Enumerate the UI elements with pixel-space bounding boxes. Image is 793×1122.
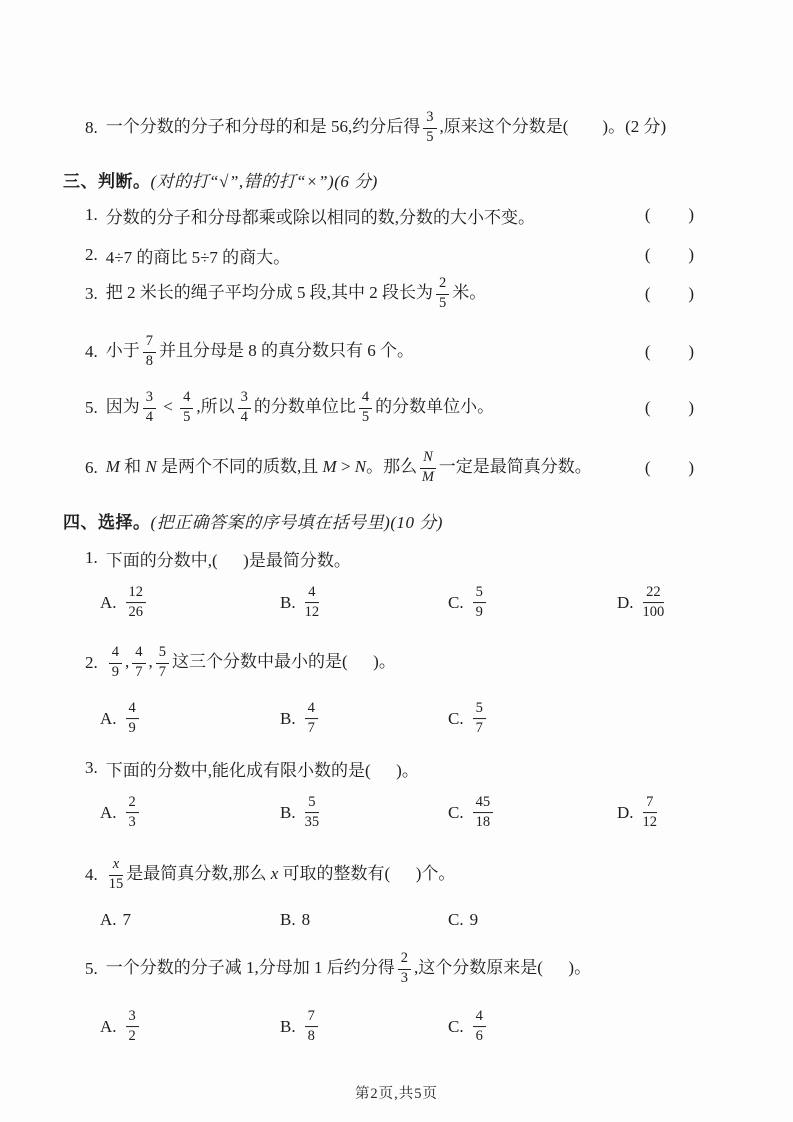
option-value [470, 701, 489, 737]
fraction: $\frac{2}{5}$ [436, 276, 449, 312]
judge-item-1 [85, 202, 733, 228]
fraction: $\frac{4}{7}$ [305, 701, 318, 737]
choice-question-1-options [63, 579, 733, 627]
question-text: 分数的分子和分母都乘或除以相同的数,分数的大小不变。 [105, 207, 535, 227]
choice-question-2-stem [85, 639, 733, 687]
judge-item-6 [85, 444, 733, 492]
option-a [100, 795, 142, 831]
option-b [280, 910, 310, 930]
fraction: $\frac{4}{9}$ [126, 701, 139, 737]
fraction: $\frac{22}{100}$ [642, 584, 665, 620]
question-number: 5. [85, 398, 98, 417]
question-text: M 和 N 是两个不同的质数,且 M > N。那么 $\frac{N}{M}$ 一定是最简真分数。 [105, 449, 592, 485]
fraction: $\frac{12}{26}$ [126, 585, 147, 621]
fraction: $\frac{5}{9}$ [473, 585, 486, 621]
option-b [280, 701, 321, 737]
option-label: A. [100, 1017, 117, 1036]
question-number: 2. [85, 653, 98, 672]
option-label: B. [280, 910, 296, 929]
answer-brackets: ( ) [644, 245, 695, 264]
option-c [448, 795, 496, 831]
option-value [640, 795, 661, 831]
fraction: $\frac{5}{7}$ [473, 701, 486, 737]
question-text: 小于 $\frac{7}{8}$ 并且分母是 8 的真分数只有 6 个。 [105, 333, 414, 369]
answer-brackets: ( ) [644, 342, 695, 361]
math-variable: M [105, 456, 120, 476]
question-number: 3. [85, 284, 98, 303]
answer-brackets: ( ) [644, 284, 695, 303]
judge-item-4 [85, 328, 733, 376]
fraction: $\frac{4}{5}$ [359, 390, 372, 426]
question-number: 8. [85, 118, 98, 137]
fraction: $\frac{4}{12}$ [304, 584, 320, 620]
option-value [302, 701, 321, 737]
option-b [280, 795, 322, 831]
question-text: $\frac{x}{15}$ 是最简真分数,那么 x 可取的整数有( )个。 [108, 856, 456, 892]
math-variable: M [322, 456, 337, 476]
option-label: B. [280, 593, 296, 612]
question-number: 4. [85, 865, 98, 884]
option-value [123, 701, 142, 737]
question-number: 3. [85, 758, 98, 777]
question-number: 2. [85, 245, 98, 264]
option-value [470, 1009, 489, 1045]
fraction: $\frac{x}{15}$ [108, 856, 124, 892]
option-value [302, 1009, 321, 1045]
option-a [100, 585, 149, 621]
judge-item-3 [85, 270, 733, 318]
choice-question-5-stem [85, 945, 733, 993]
fraction: $\frac{7}{8}$ [305, 1009, 318, 1045]
math-variable: x [270, 863, 279, 883]
option-d [617, 795, 660, 831]
section-title: 四、选择。 [63, 512, 151, 532]
choice-question-1-stem [85, 545, 733, 571]
fraction: $\frac{7}{12}$ [642, 794, 658, 830]
question-text: 下面的分数中,能化成有限小数的是( )。 [105, 760, 419, 780]
question-text: $\frac{4}{9}$ , $\frac{4}{7}$ , $\frac{5}{7}$ 这三个分数中最小的是( )。 [106, 645, 396, 681]
option-label: A. [100, 910, 117, 929]
choice-question-5-options [63, 1003, 733, 1051]
question-text: 下面的分数中,( )是最简分数。 [105, 550, 351, 570]
question-number: 1. [85, 548, 98, 567]
option-value [123, 795, 142, 831]
page-number: 第2页,共5页 [354, 1086, 439, 1102]
option-b [280, 1009, 321, 1045]
option-label: A. [100, 803, 117, 822]
option-b [280, 585, 322, 621]
question-number: 6. [85, 458, 98, 477]
option-label: C. [448, 803, 464, 822]
option-c [448, 1009, 489, 1045]
answer-brackets: ( ) [644, 205, 695, 224]
option-a [100, 910, 131, 930]
fraction: $\frac{4}{9}$ [109, 645, 122, 681]
option-value [123, 585, 150, 621]
question-number: 5. [85, 959, 98, 978]
choice-question-3-options [63, 789, 733, 837]
option-c [448, 701, 489, 737]
question-8 [85, 104, 733, 152]
option-label: A. [100, 709, 117, 728]
fraction: $\frac{2}{3}$ [398, 951, 411, 987]
fraction: $\frac{7}{8}$ [143, 334, 156, 370]
question-text: 把 2 米长的绳子平均分成 5 段,其中 2 段长为 $\frac{2}{5}$ 米。 [105, 275, 487, 311]
section-title-note: (把正确答案的序号填在括号里)(10 分) [150, 512, 443, 532]
option-label: C. [448, 593, 464, 612]
section-title-note: (对的打“√”,错的打“×”)(6 分) [150, 171, 378, 191]
option-label: C. [448, 910, 464, 929]
math-variable: N [145, 456, 157, 476]
option-value [470, 585, 489, 621]
fraction: $\frac{4}{7}$ [132, 645, 145, 681]
option-value [470, 795, 497, 831]
fraction: $\frac{4}{6}$ [473, 1009, 486, 1045]
option-label: A. [100, 593, 117, 612]
option-c [448, 910, 478, 930]
fraction: $\frac{5}{7}$ [156, 645, 169, 681]
option-label: C. [448, 1017, 464, 1036]
option-d [617, 585, 667, 621]
answer-brackets: ( ) [644, 458, 695, 477]
judge-item-5 [85, 384, 733, 432]
option-value [123, 1009, 142, 1045]
option-label: B. [280, 803, 296, 822]
section-choice-heading [63, 507, 733, 533]
option-label: B. [280, 709, 296, 728]
option-label: D. [617, 593, 634, 612]
option-label: D. [617, 803, 634, 822]
option-value [302, 585, 323, 621]
fraction: $\frac{N}{M}$ [421, 449, 434, 485]
question-text: 4÷7 的商比 5÷7 的商大。 [105, 247, 291, 267]
fraction: $\frac{5}{35}$ [304, 794, 320, 830]
option-value: 8 [301, 910, 311, 929]
fraction: $\frac{3}{5}$ [423, 110, 436, 146]
option-value [640, 585, 668, 621]
option-label: B. [280, 1017, 296, 1036]
question-text: 一个分数的分子减 1,分母加 1 后约分得 $\frac{2}{3}$ ,这个分数原来是( )。 [105, 950, 592, 986]
section-judge-heading [63, 166, 733, 192]
fraction: $\frac{3}{4}$ [238, 390, 251, 426]
option-label: C. [448, 709, 464, 728]
section-title: 三、判断。 [63, 171, 151, 191]
choice-question-4-stem [85, 851, 733, 899]
fraction: $\frac{4}{5}$ [180, 390, 193, 426]
question-text: 因为 $\frac{3}{4}$ < $\frac{4}{5}$ ,所以 $\frac{3}{4}$ 的分数单位比 $\frac{4}{5}$ 的分数单位小。 [105, 389, 495, 425]
judge-item-2 [85, 242, 733, 268]
option-value: 9 [469, 910, 479, 929]
fraction: $\frac{3}{2}$ [126, 1009, 139, 1045]
choice-question-3-stem [85, 755, 733, 781]
option-value: 7 [122, 910, 132, 929]
fraction: $\frac{45}{18}$ [473, 795, 494, 831]
option-value [302, 795, 323, 831]
choice-question-4-options [63, 907, 733, 933]
fraction: $\frac{3}{4}$ [143, 390, 156, 426]
question-number: 4. [85, 342, 98, 361]
question-text: 一个分数的分子和分母的和是 56,约分后得 $\frac{3}{5}$ ,原来这个分数是( )。(2 分) [105, 109, 667, 145]
option-a [100, 701, 142, 737]
option-a [100, 1009, 142, 1045]
answer-brackets: ( ) [644, 398, 695, 417]
question-number: 1. [85, 205, 98, 224]
choice-question-2-options [63, 695, 733, 743]
option-c [448, 585, 489, 621]
fraction: $\frac{2}{3}$ [126, 795, 139, 831]
math-variable: N [354, 456, 367, 476]
